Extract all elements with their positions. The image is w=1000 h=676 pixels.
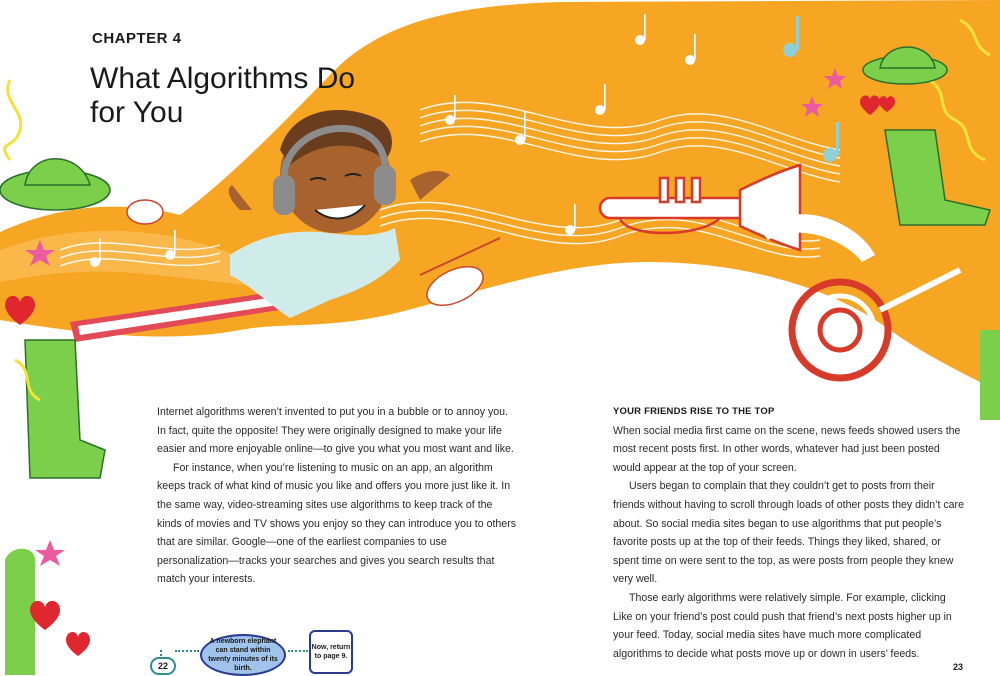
page-title: What Algorithms Do for You: [90, 62, 356, 129]
chapter-label: CHAPTER 4: [92, 30, 182, 47]
page-number-left: 22: [150, 657, 176, 675]
paragraph: When social media first came on the scene, news feeds showed users the most recent posts first. In other words, whatever had just been posted would appear at the top of your screen.: [613, 424, 961, 474]
paragraph: Users began to complain that they couldn’t get to posts from their friends without having to scroll through loads of other posts they didn’t care about. So social media sites began to use algorithms that put people’s favorite posts up at the top of their feeds. Things they liked, shared, or spent time on were sent to the top, as were posts from people they knew very well.: [613, 480, 964, 586]
right-column: [613, 403, 965, 663]
fact-bubble: A newborn elephant can stand within twenty minutes of its birth.: [200, 634, 286, 676]
dotted-arrow: [288, 650, 308, 652]
paragraph: Internet algorithms weren’t invented to put you in a bubble or to annoy you. In fact, quite the opposite! They were originally designed to make your life easier and more enjoyable online—to give you what you most want and like.: [157, 406, 514, 456]
paragraph: For instance, when you’re listening to music on an app, an algorithm keeps track of what kind of music you like and offers you more just like it. In the same way, video-streaming sites use algorithms to keep track of the kinds of movies and TV shows you enjoy so they can introduce you to others that are similar. Google—one of the earliest companies to use personalization—tracks your searches and gives you search results that match your interests.: [157, 461, 517, 586]
return-to-page-box[interactable]: Now, return to page 9.: [309, 630, 353, 674]
dotted-arrow: [175, 650, 199, 652]
cowboy-hat-icon: [0, 159, 110, 210]
dotted-arrow: [160, 650, 162, 656]
page-number-right: 23: [953, 662, 964, 672]
cowboy-boot-icon: [25, 340, 105, 478]
section-subhead: YOUR FRIENDS RISE TO THE TOP: [613, 406, 775, 417]
cactus-icon: [980, 330, 1000, 420]
paragraph: Those early algorithms were relatively simple. For example, clicking Like on your friend’s post could push that friend’s next posts higher up in your feed. Today, social media sites have much more complicated algorithms to decide what posts move up or down in users’ feeds.: [613, 591, 952, 660]
left-column: [157, 403, 519, 589]
